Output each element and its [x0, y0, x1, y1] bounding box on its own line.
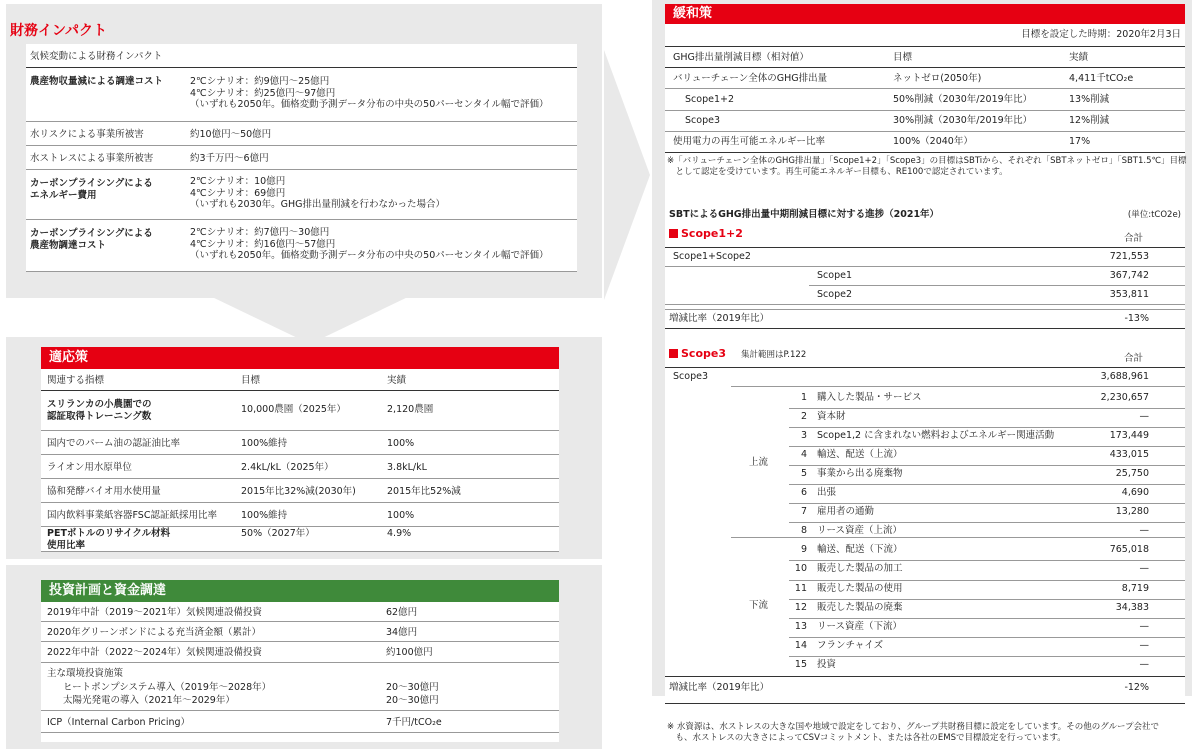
- total-header: 合計: [1124, 233, 1144, 244]
- category-name: 購入した製品・サービス: [817, 392, 922, 403]
- finance-row: 水ストレスによる事業所被害 約3千万円～6億円: [26, 146, 577, 170]
- table-row: 主な環境投資施策 ヒートポンプシステム導入（2019年～2028年） 20～30億円 太陽光発電の導入（2021年～2029年） 20～30億円: [41, 663, 559, 711]
- water-footnote: ※ 水資源は、水ストレスの大きな国や地域で設定をしており、グループ共財務目標に設定をしています。その他のグループ会社で も、水ストレスの大きさによってCSVコミットメント、または各社のEMSで目標設定を行っています。: [667, 722, 1160, 743]
- category-value: 433,015: [1109, 449, 1149, 461]
- investment-table: [41, 580, 559, 742]
- finance-row: 農産物収量減による調達コスト 2℃シナリオ：約9億円～25億円 4℃シナリオ：約25億円～97億円 （いずれも2050年。価格変動予測データ分布の中央の50パーセンタイル幅で評価）: [26, 68, 577, 122]
- row-divider: [789, 580, 1185, 581]
- category-name: 投資: [817, 658, 837, 670]
- col-indicator-header: 関連する指標: [47, 375, 105, 386]
- col-target-header: 目標: [893, 52, 913, 63]
- mitigation-title: 緩和策: [665, 4, 1185, 24]
- category-number: 15: [794, 658, 807, 670]
- category-name: 販売した製品の加工: [817, 563, 903, 575]
- mitigation-content: 緩和策 目標を設定した時期：2020年2月3日 GHG排出量削減目標（相対値） 目標 実績 バリューチェーン全体のGHG排出量 ネットゼロ(2050年) 4,411千tCO₂e Scope1+2 50%削減（2030年/2019年比） 13%削減 Scope3 30%削減（2030年/2019年比） 12%削減 使用電力の再生可能エネルギー比率 100%（2040年） 17% ※「バリューチェーン全体のGHG排出量」「Scope1+2」「Scope3」の目標はSBTiから、それぞれ「SBTネットゼロ」「SBT1.5℃」目標 として認定を受けています。再生可能エネルギー目標も、RE100で認定されています。 SBTによるGHG排出量中期削減目標に対する進捗（2021年） (単位:tCO2e) Scope1+2 合計 Scope1+Scope2 721,553 Scope1 367,742 Scope2 353,811 増減比率（2019年比） -13% Scope3 集計範囲はP.122 合計 Scope3 3,688,961 上流 下流 1 購入した製品・サービス 2,230,657 2 資本財 — 3 Scope1,2 に含まれない燃料およびエネルギー関連活動 173,449 4 輸送、配送（上流） 433,015 5 事業から出る廃棄物 25,750 6 出張 4,690 7 雇用者の通勤 13,280 8 リース資産（上流） — 9 輸送、配送（下流） 765,018 10 販売した製品の加工 — 11 販売した製品の使用 8,719 12 販売した製品の廃棄 34,383 13 リース資産（下流） — 14 フランチャイズ — 15 投資 — 増減比率（2019年比） -12%: [665, 4, 1185, 696]
- row-divider: [789, 618, 1185, 619]
- sbt-unit: (単位:tCO2e): [1127, 210, 1181, 220]
- table-row: スリランカの小農園での 認証取得トレーニング数 10,000農園（2025年） 2,120農園: [41, 391, 559, 431]
- category-value: 34,383: [1115, 601, 1149, 613]
- upstream-label: 上流: [749, 457, 769, 468]
- scope12-label: Scope1+2: [669, 228, 743, 240]
- category-number: 2: [800, 411, 807, 423]
- date-note: 目標を設定した時期：2020年2月3日: [1021, 29, 1181, 40]
- col-actual-header: 実績: [1069, 52, 1089, 63]
- category-value: 25,750: [1115, 468, 1149, 480]
- finance-row: 水リスクによる事業所被害 約10億円～50億円: [26, 122, 577, 146]
- category-name: 輸送、配送（上流）: [817, 449, 903, 461]
- row-divider: [789, 522, 1185, 523]
- category-value: 8,719: [1121, 582, 1149, 594]
- finance-row: カーボンプライシングによる エネルギー費用 2℃シナリオ：10億円 4℃シナリオ：69億円 （いずれも2030年。GHG排出量削減を行わなかった場合）: [26, 170, 577, 220]
- category-number: 3: [800, 430, 807, 442]
- category-number: 13: [794, 620, 807, 632]
- row-divider: [789, 446, 1185, 447]
- table-row: 2020年グリーンボンドによる充当済金額（累計） 34億円: [41, 622, 559, 642]
- red-square-icon: [669, 229, 678, 238]
- category-name: 事業から出る廃棄物: [817, 468, 903, 480]
- sbt-title: SBTによるGHG排出量中期削減目標に対する進捗（2021年）: [669, 209, 940, 220]
- table-row: ライオン用水原単位 2.4kL/kL（2025年） 3.8kL/kL: [41, 455, 559, 479]
- scope3-row: Scope3: [673, 371, 708, 382]
- category-name: リース資産（上流）: [817, 525, 903, 537]
- category-number: 6: [800, 487, 807, 499]
- table-row: 2019年中計（2019～2021年）気候関連設備投資 62億円: [41, 602, 559, 622]
- row-divider: [789, 427, 1185, 428]
- category-name: 販売した製品の使用: [817, 582, 903, 594]
- row-divider: [789, 637, 1185, 638]
- row-divider: [789, 656, 1185, 657]
- table-row: 国内でのパーム油の認証油比率 100%維持 100%: [41, 431, 559, 455]
- scope3-reduction-label: 増減比率（2019年比）: [669, 682, 770, 693]
- category-name: 輸送、配送（下流）: [817, 544, 903, 556]
- row-divider: [789, 560, 1185, 561]
- finance-row: カーボンプライシングによる 農産物調達コスト 2℃シナリオ：約7億円～30億円 4℃シナリオ：約16億円～57億円 （いずれも2050年。価格変動予測データ分布の中央の50パーセンタイル幅で評価）: [26, 220, 577, 272]
- category-number: 10: [794, 563, 807, 575]
- category-number: 8: [800, 525, 807, 537]
- row-divider: [789, 484, 1185, 485]
- red-square-icon: [669, 349, 678, 358]
- category-value: 765,018: [1109, 544, 1149, 556]
- table-row: 協和発酵バイオ用水使用量 2015年比32%減(2030年) 2015年比52%減: [41, 479, 559, 503]
- category-number: 9: [800, 544, 807, 556]
- category-name: リース資産（下流）: [817, 620, 903, 632]
- downstream-label: 下流: [749, 600, 769, 611]
- row-divider: [789, 408, 1185, 409]
- category-value: 13,280: [1115, 506, 1149, 518]
- goal-row: バリューチェーン全体のGHG排出量: [673, 73, 828, 84]
- category-number: 1: [800, 392, 807, 403]
- mitigation-note: ※「バリューチェーン全体のGHG排出量」「Scope1+2」「Scope3」の目標はSBTiから、それぞれ「SBTネットゼロ」「SBT1.5℃」目標 として認定を受けています。再生可能エネルギー目標も、RE100で認定されています。: [667, 156, 1187, 177]
- row-divider: [789, 503, 1185, 504]
- category-number: 4: [800, 449, 807, 461]
- scope12-row: Scope2: [817, 289, 852, 300]
- category-value: —: [1139, 411, 1149, 423]
- finance-title: 財務インパクト: [10, 23, 108, 39]
- category-value: —: [1139, 639, 1149, 651]
- category-value: 173,449: [1109, 430, 1149, 442]
- category-number: 14: [794, 639, 807, 651]
- row-divider: [789, 599, 1185, 600]
- scope3-label: Scope3: [669, 348, 726, 360]
- category-value: —: [1139, 525, 1149, 537]
- col-actual-header: 実績: [387, 375, 407, 386]
- category-number: 7: [800, 506, 807, 518]
- category-number: 12: [794, 601, 807, 613]
- table-row: PETボトルのリサイクル材料 使用比率 50%（2027年） 4.9%: [41, 527, 559, 552]
- scope3-total-header: 合計: [1124, 353, 1144, 364]
- category-name: 資本財: [817, 411, 846, 423]
- table-row: 国内飲料事業紙容器FSC認証紙採用比率 100%維持 100%: [41, 503, 559, 527]
- table-row: 2022年中計（2022～2024年）気候関連設備投資 約100億円: [41, 642, 559, 663]
- adaptation-table: [41, 347, 559, 552]
- category-name: 出張: [817, 487, 837, 499]
- goal-row: 使用電力の再生可能エネルギー比率: [673, 136, 826, 147]
- category-value: —: [1139, 620, 1149, 632]
- category-value: —: [1139, 658, 1149, 670]
- finance-header: 気候変動による財務インパクト: [30, 51, 163, 62]
- goal-row: Scope1+2: [685, 94, 734, 105]
- table-row: ICP（Internal Carbon Pricing） 7千円/tCO₂e: [41, 711, 559, 733]
- finance-table: [26, 44, 577, 272]
- goal-row: Scope3: [685, 115, 720, 126]
- category-number: 11: [794, 582, 807, 594]
- scope3-note: 集計範囲はP.122: [741, 350, 807, 360]
- row-divider: [789, 465, 1185, 466]
- category-value: 2,230,657: [1100, 392, 1149, 403]
- col-goal-header: GHG排出量削減目標（相対値）: [673, 52, 809, 63]
- col-target-header: 目標: [241, 375, 261, 386]
- category-name: Scope1,2 に含まれない燃料およびエネルギー関連活動: [817, 430, 1055, 442]
- category-name: 雇用者の通勤: [817, 506, 875, 518]
- scope12-row: Scope1+Scope2: [673, 251, 751, 262]
- investment-title: 投資計画と資金調達: [41, 580, 559, 602]
- category-value: —: [1139, 563, 1149, 575]
- right-arrow-icon: [604, 50, 652, 300]
- category-value: 4,690: [1121, 487, 1149, 499]
- category-name: フランチャイズ: [817, 639, 884, 651]
- scope12-row: Scope1: [817, 270, 852, 281]
- adaptation-title: 適応策: [41, 347, 559, 369]
- scope12-reduction-label: 増減比率（2019年比）: [669, 313, 770, 324]
- category-number: 5: [800, 468, 807, 480]
- category-name: 販売した製品の廃棄: [817, 601, 903, 613]
